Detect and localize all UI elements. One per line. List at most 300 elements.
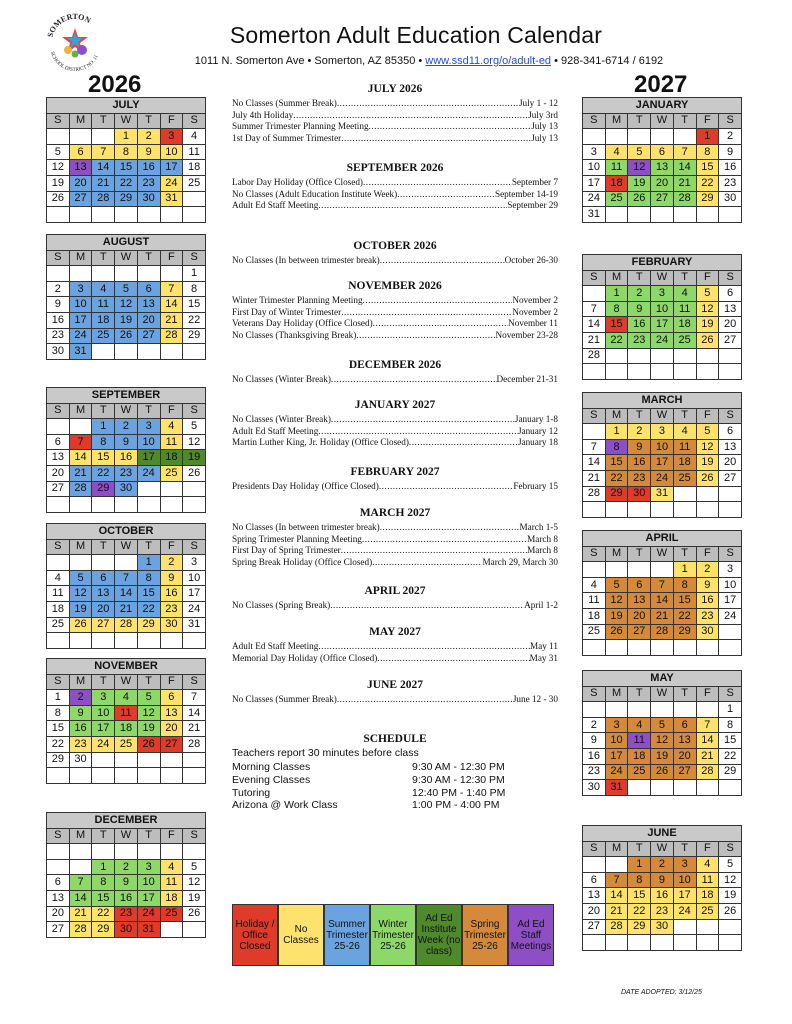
day-cell bbox=[651, 364, 674, 380]
weekday-header: T bbox=[137, 113, 160, 129]
day-cell: 21 bbox=[605, 903, 628, 919]
day-cell: 20 bbox=[69, 175, 92, 191]
event-name: Spring Trimester Planning Meeting bbox=[232, 533, 362, 544]
weekday-header: F bbox=[160, 828, 183, 844]
year-left: 2026 bbox=[88, 71, 142, 98]
day-cell bbox=[115, 844, 138, 860]
day-cell: 4 bbox=[628, 717, 651, 733]
event-name: Adult Ed Staff Meeting bbox=[232, 425, 319, 436]
day-cell: 25 bbox=[92, 328, 115, 344]
day-cell: 9 bbox=[69, 705, 92, 721]
event-date: July 3rd bbox=[528, 109, 558, 120]
day-cell: 11 bbox=[605, 160, 628, 176]
dot-leader bbox=[379, 481, 514, 491]
day-cell: 25 bbox=[605, 191, 628, 207]
month-december bbox=[46, 812, 206, 938]
day-cell: 31 bbox=[137, 922, 160, 938]
day-cell bbox=[69, 497, 92, 513]
month-name: MARCH bbox=[583, 393, 742, 409]
day-cell: 9 bbox=[115, 434, 138, 450]
day-cell: 1 bbox=[719, 702, 742, 718]
day-cell: 29 bbox=[92, 481, 115, 497]
day-cell: 21 bbox=[583, 332, 606, 348]
day-cell: 4 bbox=[673, 424, 696, 440]
day-cell: 31 bbox=[160, 191, 183, 207]
day-cell: 20 bbox=[92, 601, 115, 617]
day-cell bbox=[605, 207, 628, 223]
day-cell: 29 bbox=[719, 764, 742, 780]
day-cell: 17 bbox=[137, 450, 160, 466]
weekday-header: F bbox=[160, 403, 183, 419]
day-cell: 25 bbox=[47, 617, 70, 633]
day-cell: 4 bbox=[673, 286, 696, 302]
weekday-header: M bbox=[605, 546, 628, 562]
day-cell: 11 bbox=[47, 586, 70, 602]
weekday-header: F bbox=[160, 539, 183, 555]
weekday-header: W bbox=[115, 113, 138, 129]
day-cell bbox=[719, 348, 742, 364]
day-cell bbox=[719, 502, 742, 518]
day-cell bbox=[160, 207, 183, 223]
day-cell: 14 bbox=[673, 160, 696, 176]
date-adopted: DATE ADOPTED: 3/12/25 bbox=[621, 989, 702, 996]
event-line bbox=[232, 177, 558, 187]
day-cell bbox=[651, 348, 674, 364]
month-name: MAY bbox=[583, 671, 742, 687]
day-cell: 14 bbox=[92, 160, 115, 176]
day-cell: 11 bbox=[696, 872, 719, 888]
event-month-heading: FEBRUARY 2027 bbox=[350, 466, 440, 478]
website-link[interactable]: www.ssd11.org/o/adult-ed bbox=[425, 55, 552, 67]
day-cell bbox=[605, 562, 628, 578]
event-date: April 1-2 bbox=[524, 600, 558, 610]
weekday-header: W bbox=[115, 403, 138, 419]
day-cell: 4 bbox=[115, 690, 138, 706]
day-cell: 29 bbox=[137, 617, 160, 633]
day-cell: 29 bbox=[183, 328, 206, 344]
event-name: Adult Ed Staff Meeting bbox=[232, 641, 319, 651]
day-cell: 20 bbox=[673, 748, 696, 764]
day-cell bbox=[696, 364, 719, 380]
month-october bbox=[46, 523, 206, 649]
day-cell: 9 bbox=[115, 875, 138, 891]
day-cell: 7 bbox=[92, 144, 115, 160]
day-cell bbox=[160, 497, 183, 513]
event-name: Adult Ed Staff Meeting bbox=[232, 200, 319, 210]
day-cell: 8 bbox=[92, 434, 115, 450]
day-cell: 17 bbox=[92, 721, 115, 737]
day-cell: 15 bbox=[92, 450, 115, 466]
event-date: October 26-30 bbox=[504, 255, 558, 265]
dot-leader bbox=[337, 98, 519, 108]
event-month-heading: OCTOBER 2026 bbox=[353, 240, 437, 252]
weekday-header: S bbox=[583, 841, 606, 857]
event-date: June 12 - 30 bbox=[512, 694, 558, 704]
dot-leader bbox=[341, 545, 527, 555]
month-name: SEPTEMBER bbox=[47, 388, 206, 404]
day-cell: 14 bbox=[160, 297, 183, 313]
legend-summer: Summer Trimester 25-26 bbox=[324, 904, 370, 966]
dot-leader bbox=[330, 600, 524, 610]
day-cell: 21 bbox=[651, 608, 674, 624]
day-cell bbox=[92, 555, 115, 571]
weekday-header: M bbox=[69, 539, 92, 555]
day-cell bbox=[160, 481, 183, 497]
day-cell bbox=[605, 364, 628, 380]
day-cell: 25 bbox=[160, 906, 183, 922]
day-cell: 13 bbox=[160, 705, 183, 721]
weekday-header: T bbox=[673, 270, 696, 286]
day-cell: 17 bbox=[651, 455, 674, 471]
day-cell: 11 bbox=[673, 439, 696, 455]
weekday-header: T bbox=[92, 250, 115, 266]
day-cell: 11 bbox=[160, 434, 183, 450]
day-cell: 25 bbox=[160, 465, 183, 481]
day-cell: 7 bbox=[696, 717, 719, 733]
day-cell bbox=[47, 129, 70, 145]
event-month-heading: SEPTEMBER 2026 bbox=[346, 162, 444, 174]
day-cell: 22 bbox=[47, 736, 70, 752]
day-cell: 3 bbox=[69, 281, 92, 297]
day-cell: 24 bbox=[719, 608, 742, 624]
weekday-header: M bbox=[605, 113, 628, 129]
day-cell: 27 bbox=[69, 191, 92, 207]
event-month-heading: JANUARY 2027 bbox=[354, 399, 436, 411]
day-cell: 29 bbox=[92, 922, 115, 938]
day-cell: 1 bbox=[696, 129, 719, 145]
day-cell: 28 bbox=[183, 736, 206, 752]
event-name: No Classes (In between trimester break) bbox=[232, 522, 380, 532]
day-cell bbox=[673, 364, 696, 380]
day-cell: 22 bbox=[673, 608, 696, 624]
day-cell: 13 bbox=[673, 733, 696, 749]
day-cell: 18 bbox=[160, 890, 183, 906]
event-date: November 23-28 bbox=[495, 329, 558, 340]
day-cell: 6 bbox=[651, 144, 674, 160]
weekday-header: T bbox=[673, 686, 696, 702]
day-cell: 30 bbox=[628, 486, 651, 502]
weekday-header: F bbox=[696, 270, 719, 286]
day-cell: 8 bbox=[115, 144, 138, 160]
day-cell: 9 bbox=[583, 733, 606, 749]
day-cell: 30 bbox=[137, 191, 160, 207]
day-cell: 27 bbox=[47, 481, 70, 497]
day-cell bbox=[160, 752, 183, 768]
day-cell: 30 bbox=[160, 617, 183, 633]
day-cell: 14 bbox=[605, 888, 628, 904]
month-name: DECEMBER bbox=[47, 813, 206, 829]
day-cell bbox=[651, 935, 674, 951]
weekday-header: F bbox=[160, 250, 183, 266]
day-cell: 15 bbox=[696, 160, 719, 176]
event-date: January 18 bbox=[517, 437, 558, 447]
weekday-header: W bbox=[115, 828, 138, 844]
day-cell: 17 bbox=[719, 593, 742, 609]
day-cell: 18 bbox=[183, 160, 206, 176]
weekday-header: S bbox=[183, 250, 206, 266]
day-cell: 22 bbox=[115, 175, 138, 191]
day-cell bbox=[92, 129, 115, 145]
day-cell: 14 bbox=[69, 890, 92, 906]
day-cell: 3 bbox=[719, 562, 742, 578]
day-cell bbox=[47, 555, 70, 571]
month-may bbox=[582, 670, 742, 796]
event-month-heading: NOVEMBER 2026 bbox=[348, 280, 442, 292]
weekday-header: T bbox=[92, 403, 115, 419]
day-cell: 1 bbox=[605, 286, 628, 302]
day-cell: 25 bbox=[183, 175, 206, 191]
event-line bbox=[232, 318, 558, 328]
weekday-header: S bbox=[719, 113, 742, 129]
weekday-header: S bbox=[47, 539, 70, 555]
weekday-header: W bbox=[115, 674, 138, 690]
event-line bbox=[232, 295, 558, 305]
month-name: NOVEMBER bbox=[47, 659, 206, 675]
day-cell: 10 bbox=[92, 705, 115, 721]
weekday-header: S bbox=[583, 686, 606, 702]
day-cell: 10 bbox=[719, 577, 742, 593]
day-cell: 7 bbox=[115, 570, 138, 586]
day-cell bbox=[696, 935, 719, 951]
day-cell: 24 bbox=[651, 470, 674, 486]
day-cell: 26 bbox=[69, 617, 92, 633]
day-cell: 3 bbox=[673, 857, 696, 873]
day-cell bbox=[183, 207, 206, 223]
dot-leader bbox=[380, 522, 520, 532]
day-cell: 22 bbox=[696, 175, 719, 191]
event-name: Labor Day Holiday (Office Closed) bbox=[232, 177, 363, 187]
day-cell bbox=[583, 935, 606, 951]
day-cell: 19 bbox=[696, 455, 719, 471]
day-cell bbox=[183, 633, 206, 649]
day-cell: 9 bbox=[47, 297, 70, 313]
legend-holiday: Holiday / Office Closed bbox=[232, 904, 278, 966]
day-cell: 5 bbox=[69, 570, 92, 586]
logo-text: SOMERTON bbox=[45, 11, 93, 39]
schedule-label: Evening Classes bbox=[232, 773, 311, 786]
day-cell: 4 bbox=[160, 419, 183, 435]
day-cell bbox=[696, 640, 719, 656]
weekday-header: M bbox=[605, 841, 628, 857]
day-cell bbox=[719, 624, 742, 640]
month-name: JANUARY bbox=[583, 98, 742, 114]
day-cell: 25 bbox=[583, 624, 606, 640]
day-cell: 26 bbox=[651, 764, 674, 780]
day-cell bbox=[673, 129, 696, 145]
event-name: 1st Day of Summer Trimester bbox=[232, 132, 342, 143]
day-cell: 28 bbox=[69, 481, 92, 497]
day-cell: 12 bbox=[696, 301, 719, 317]
event-name: Winter Trimester Planning Meeting bbox=[232, 295, 363, 305]
day-cell bbox=[719, 780, 742, 796]
event-name: No Classes (Summer Break) bbox=[232, 694, 337, 704]
day-cell bbox=[69, 844, 92, 860]
day-cell: 30 bbox=[115, 922, 138, 938]
day-cell: 19 bbox=[137, 721, 160, 737]
event-line bbox=[232, 189, 558, 199]
month-august bbox=[46, 234, 206, 360]
weekday-header: T bbox=[92, 113, 115, 129]
day-cell: 27 bbox=[719, 332, 742, 348]
weekday-header: S bbox=[719, 270, 742, 286]
day-cell: 29 bbox=[605, 486, 628, 502]
day-cell bbox=[69, 768, 92, 784]
day-cell: 27 bbox=[160, 736, 183, 752]
dot-leader bbox=[318, 426, 518, 436]
day-cell bbox=[583, 129, 606, 145]
day-cell: 20 bbox=[719, 455, 742, 471]
dot-leader bbox=[369, 121, 532, 131]
day-cell: 6 bbox=[47, 434, 70, 450]
month-november bbox=[46, 658, 206, 784]
day-cell: 6 bbox=[160, 690, 183, 706]
day-cell: 6 bbox=[719, 424, 742, 440]
weekday-header: S bbox=[47, 403, 70, 419]
month-name: JULY bbox=[47, 98, 206, 114]
day-cell: 11 bbox=[583, 593, 606, 609]
weekday-header: F bbox=[696, 546, 719, 562]
day-cell bbox=[183, 344, 206, 360]
day-cell: 26 bbox=[696, 332, 719, 348]
event-name: No Classes (Winter Break) bbox=[232, 374, 331, 384]
day-cell bbox=[628, 702, 651, 718]
schedule-time: 1:00 PM - 4:00 PM bbox=[412, 799, 500, 812]
day-cell bbox=[47, 844, 70, 860]
day-cell: 30 bbox=[69, 752, 92, 768]
day-cell: 23 bbox=[137, 175, 160, 191]
event-name: Martin Luther King, Jr. Holiday (Office Closed) bbox=[232, 437, 409, 447]
day-cell: 16 bbox=[583, 748, 606, 764]
day-cell: 15 bbox=[137, 586, 160, 602]
day-cell: 23 bbox=[583, 764, 606, 780]
day-cell: 13 bbox=[69, 160, 92, 176]
event-name: No Classes (Winter Break) bbox=[232, 414, 331, 424]
weekday-header: S bbox=[583, 408, 606, 424]
day-cell: 25 bbox=[115, 736, 138, 752]
weekday-header: T bbox=[92, 674, 115, 690]
day-cell: 23 bbox=[651, 903, 674, 919]
day-cell: 15 bbox=[183, 297, 206, 313]
day-cell: 16 bbox=[651, 888, 674, 904]
event-line bbox=[232, 437, 558, 447]
day-cell: 10 bbox=[605, 733, 628, 749]
day-cell: 28 bbox=[115, 617, 138, 633]
day-cell: 12 bbox=[115, 297, 138, 313]
day-cell bbox=[92, 207, 115, 223]
day-cell bbox=[583, 286, 606, 302]
day-cell bbox=[47, 419, 70, 435]
day-cell: 25 bbox=[696, 903, 719, 919]
event-date: March 29, March 30 bbox=[482, 556, 558, 567]
day-cell: 3 bbox=[137, 419, 160, 435]
day-cell: 28 bbox=[605, 919, 628, 935]
event-date: November 2 bbox=[512, 306, 558, 317]
day-cell: 31 bbox=[583, 207, 606, 223]
day-cell: 5 bbox=[696, 286, 719, 302]
day-cell: 21 bbox=[673, 175, 696, 191]
day-cell: 22 bbox=[605, 332, 628, 348]
event-name: Veterans Day Holiday (Office Closed) bbox=[232, 318, 373, 328]
day-cell bbox=[115, 266, 138, 282]
day-cell bbox=[628, 640, 651, 656]
day-cell: 3 bbox=[605, 717, 628, 733]
day-cell bbox=[673, 502, 696, 518]
day-cell bbox=[92, 633, 115, 649]
day-cell bbox=[628, 780, 651, 796]
day-cell: 9 bbox=[651, 872, 674, 888]
day-cell: 30 bbox=[651, 919, 674, 935]
day-cell bbox=[47, 207, 70, 223]
day-cell: 21 bbox=[696, 748, 719, 764]
day-cell bbox=[137, 481, 160, 497]
day-cell: 19 bbox=[651, 748, 674, 764]
day-cell: 9 bbox=[160, 570, 183, 586]
day-cell: 15 bbox=[115, 160, 138, 176]
month-september bbox=[46, 387, 206, 513]
weekday-header: M bbox=[605, 270, 628, 286]
dot-leader bbox=[362, 534, 527, 544]
day-cell: 20 bbox=[719, 317, 742, 333]
day-cell: 13 bbox=[92, 586, 115, 602]
day-cell bbox=[115, 207, 138, 223]
day-cell: 18 bbox=[696, 888, 719, 904]
day-cell: 1 bbox=[605, 424, 628, 440]
weekday-header: T bbox=[628, 270, 651, 286]
day-cell bbox=[69, 555, 92, 571]
weekday-header: W bbox=[651, 841, 674, 857]
day-cell: 1 bbox=[92, 859, 115, 875]
day-cell bbox=[651, 780, 674, 796]
day-cell: 23 bbox=[719, 175, 742, 191]
day-cell: 21 bbox=[92, 175, 115, 191]
event-name: Summer Trimester Planning Meeting bbox=[232, 121, 369, 131]
day-cell: 24 bbox=[673, 903, 696, 919]
day-cell: 10 bbox=[137, 875, 160, 891]
day-cell: 19 bbox=[605, 608, 628, 624]
day-cell: 21 bbox=[69, 906, 92, 922]
day-cell bbox=[183, 191, 206, 207]
day-cell bbox=[651, 640, 674, 656]
event-date: September 14-19 bbox=[494, 188, 558, 199]
day-cell bbox=[651, 562, 674, 578]
day-cell bbox=[115, 752, 138, 768]
day-cell: 10 bbox=[183, 570, 206, 586]
event-name: No Classes (Spring Break) bbox=[232, 600, 331, 610]
day-cell: 1 bbox=[137, 555, 160, 571]
day-cell bbox=[92, 752, 115, 768]
day-cell: 13 bbox=[719, 301, 742, 317]
day-cell bbox=[137, 207, 160, 223]
event-line bbox=[232, 534, 558, 544]
weekday-header: S bbox=[47, 250, 70, 266]
day-cell: 11 bbox=[115, 705, 138, 721]
event-name: Memorial Day Holiday (Office Closed) bbox=[232, 652, 378, 663]
event-date: February 15 bbox=[513, 481, 558, 491]
day-cell: 26 bbox=[628, 191, 651, 207]
event-date: July 13 bbox=[531, 121, 558, 131]
weekday-header: T bbox=[628, 686, 651, 702]
event-line bbox=[232, 545, 558, 555]
day-cell: 8 bbox=[92, 875, 115, 891]
day-cell: 19 bbox=[183, 890, 206, 906]
day-cell: 3 bbox=[651, 424, 674, 440]
schedule-time: 9:30 AM - 12:30 PM bbox=[412, 773, 505, 786]
event-line bbox=[232, 255, 558, 265]
weekday-header: T bbox=[92, 828, 115, 844]
day-cell bbox=[673, 780, 696, 796]
day-cell: 3 bbox=[92, 690, 115, 706]
day-cell: 27 bbox=[583, 919, 606, 935]
